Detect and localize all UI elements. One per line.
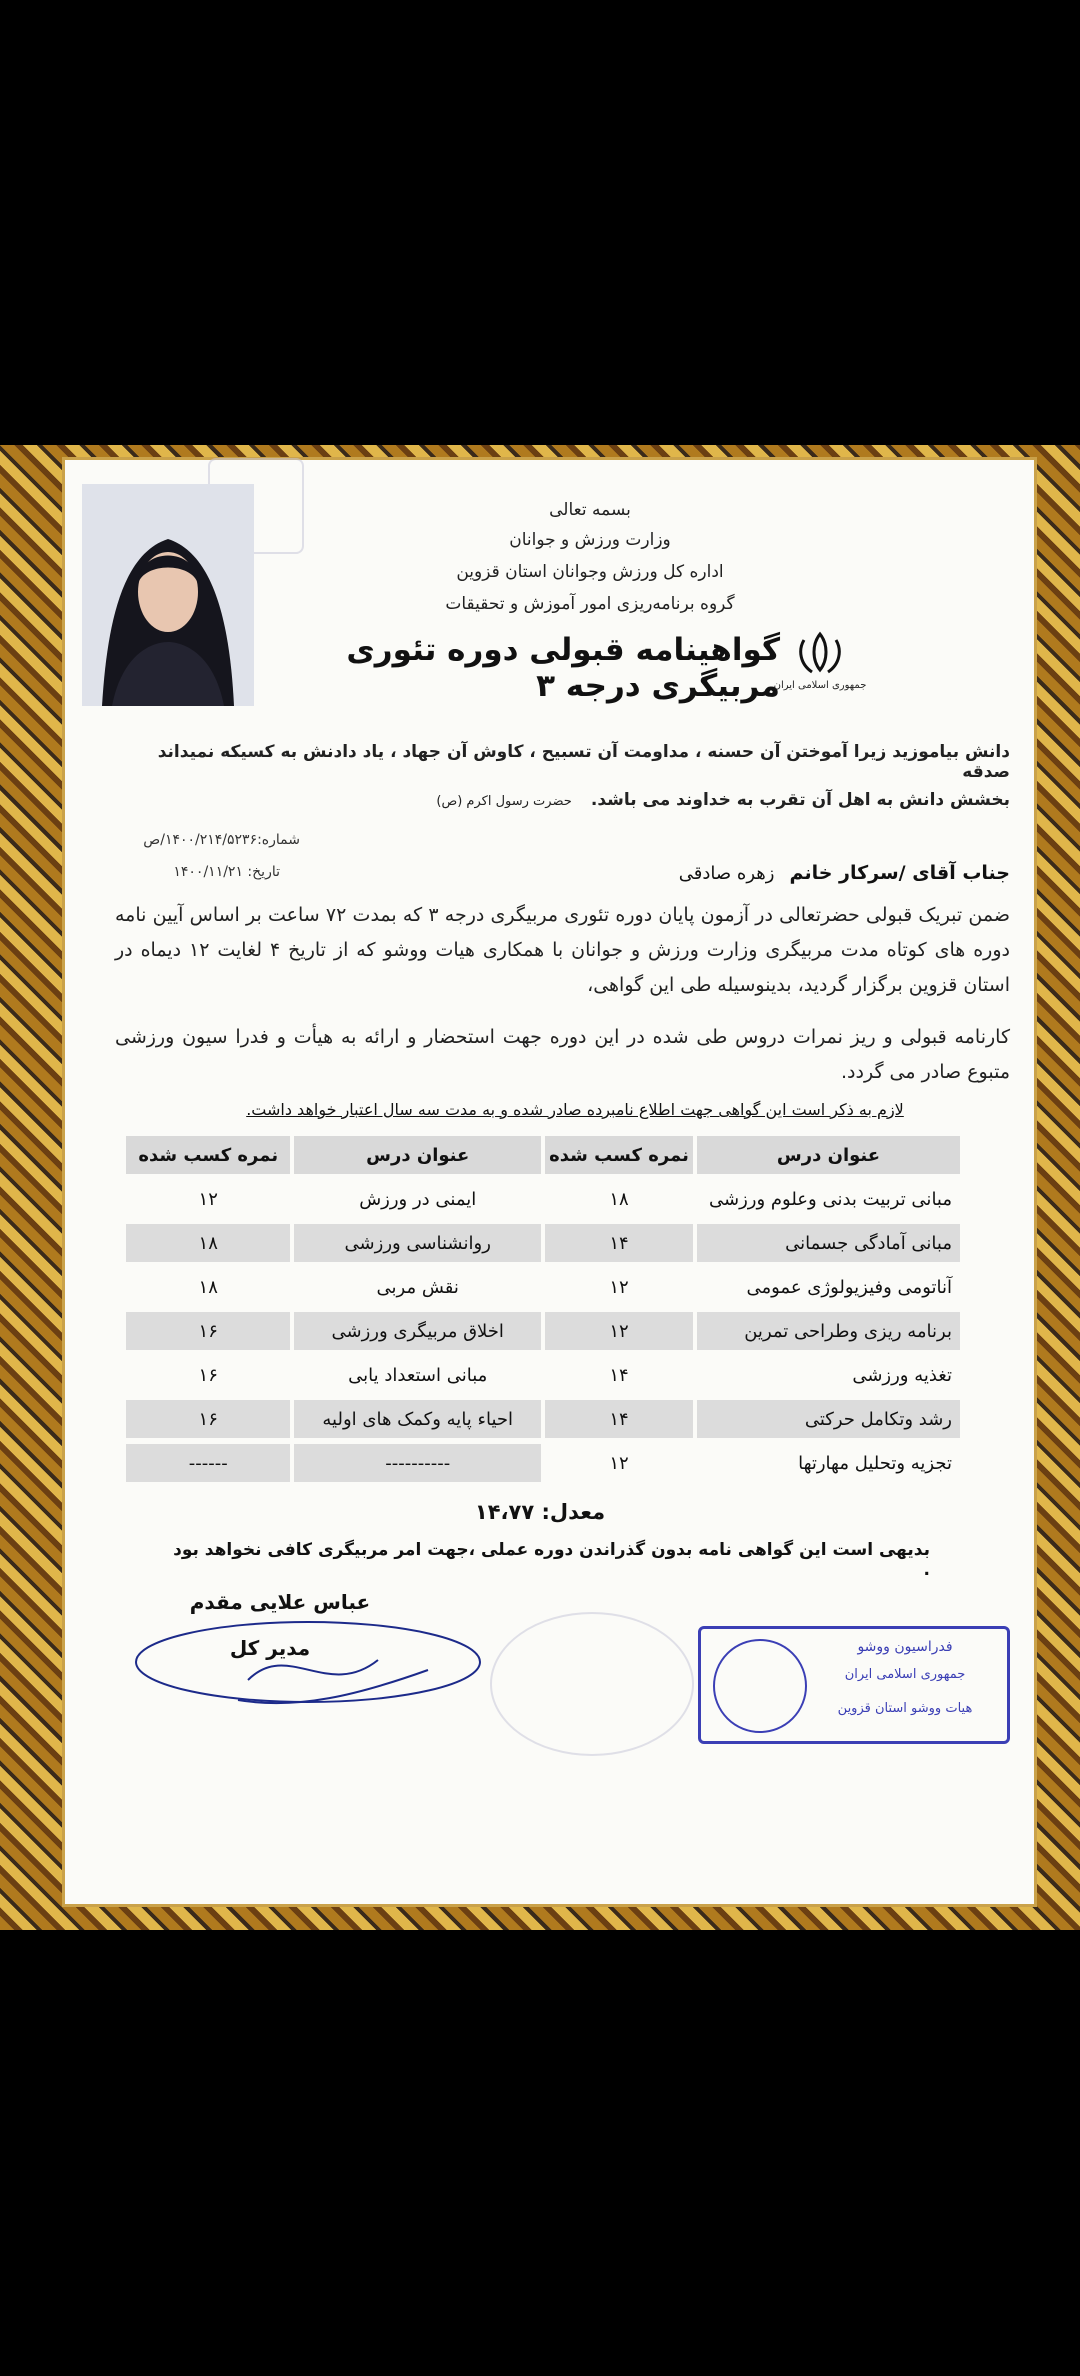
table-row: [126, 1224, 960, 1262]
grades-table: [122, 1130, 964, 1488]
signatory-name: عباس علایی مقدم: [189, 1590, 371, 1614]
quote-attribution: حضرت رسول اکرم (ص): [436, 794, 572, 809]
quote-line-2-row: [380, 790, 1010, 810]
course-name: مبانی استعداد یابی: [348, 1364, 488, 1386]
course-name: مبانی آمادگی جسمانی: [697, 1224, 960, 1262]
grades-table-wrapper: [122, 1130, 964, 1488]
course-grade: ۱۴: [545, 1400, 693, 1438]
course-name: مبانی تربیت بدنی وعلوم ورزشی: [709, 1188, 952, 1210]
recipient-name: زهره صادقی: [678, 863, 775, 884]
course-grade: ۱۴: [609, 1364, 629, 1386]
course-grade: ۱۲: [198, 1188, 218, 1210]
header-ministry: وزارت ورزش و جوانان: [509, 530, 671, 550]
table-row: [126, 1312, 960, 1350]
table-row: [126, 1444, 960, 1482]
course-grade: ۱۶: [126, 1312, 290, 1350]
course-grade: ۱۶: [198, 1364, 218, 1386]
course-name: ایمنی در ورزش: [359, 1188, 477, 1210]
col-header-grade: نمره کسب شده: [545, 1136, 693, 1174]
faded-seal: [490, 1612, 694, 1756]
course-name: روانشناسی ورزشی: [294, 1224, 541, 1262]
signatory-position: مدیر کل: [229, 1636, 311, 1660]
course-grade: ۱۸: [198, 1276, 218, 1298]
quote-line-2: بخشش دانش به اهل آن تقرب به خداوند می باشد.: [590, 790, 1010, 810]
course-name: آناتومی وفیزیولوژی عمومی: [746, 1276, 952, 1298]
course-name: رشد وتکامل حرکتی: [697, 1400, 960, 1438]
ref-date: تاریخ: ۱۴۰۰/۱۱/۲۱: [173, 864, 280, 880]
col-header-course: عنوان درس: [697, 1136, 960, 1174]
header-group: گروه برنامه‌ریزی امور آموزش و تحقیقات: [445, 594, 735, 614]
course-grade: ۱۲: [609, 1452, 629, 1474]
average-score: معدل: ۱۴،۷۷: [474, 1500, 606, 1524]
salutation: [560, 862, 1010, 884]
course-name: ----------: [294, 1444, 541, 1482]
course-grade: ۱۲: [545, 1312, 693, 1350]
iran-emblem-icon: [790, 630, 850, 680]
ref-number: شماره:۱۴۰۰/۲۱۴/۵۲۳۶/ص: [143, 832, 300, 848]
signature-scribble: [128, 1600, 488, 1720]
quote-line-1: دانش بیاموزید زیرا آموختن آن حسنه ، مداومت آن تسبیح ، کاوش آن جهاد ، یاد دادنش به کسیکه نمیداند صدقه: [157, 742, 1010, 782]
course-name: احیاء پایه وکمک های اولیه: [294, 1400, 541, 1438]
validity-note: لازم به ذکر است این گواهی جهت اطلاع نامبرده صادر شده و به مدت سه سال اعتبار خواهد داشت.: [246, 1100, 904, 1119]
stamp-line-1: فدراسیون ووشو: [857, 1639, 953, 1655]
portrait-image: [82, 484, 254, 706]
col-header-course-2: عنوان درس: [294, 1136, 541, 1174]
course-name: تجزیه وتحلیل مهارتها: [798, 1452, 952, 1474]
header-bismillah: بسمه تعالی: [549, 500, 631, 520]
table-row: [126, 1400, 960, 1438]
course-grade: ۱۸: [126, 1224, 290, 1262]
federation-stamp: [698, 1626, 1010, 1744]
table-row: [126, 1180, 960, 1218]
course-grade: ۱۲: [609, 1276, 629, 1298]
body-paragraph-2: کارنامه قبولی و ریز نمرات دروس طی شده در این دوره جهت استحضار و ارائه به هیأت و فدرا سیون ورزشی متبوع صادر می گردد.: [115, 1026, 1010, 1083]
body-paragraph-1: ضمن تبریک قبولی حضرتعالی در آزمون پایان دوره تئوری مربیگری درجه ۳ که بمدت ۷۲ ساعت بر اساس آیین نامه دوره های کوتاه مدت مربیگری وزارت ورزش و جوانان با همکاری هیات ووشو که از تاریخ ۴ لغایت ۱۲ دیماه در استان قزوین برگزار گردید، بدینوسیله طی این گواهی،: [115, 904, 1010, 996]
certificate-title: گواهینامه قبولی دوره تئوری مربیگری درجه ۳: [346, 632, 780, 704]
course-grade: ۱۸: [609, 1188, 629, 1210]
course-grade: ۱۴: [545, 1224, 693, 1262]
stamp-logo-icon: [713, 1639, 807, 1733]
practical-course-note: بدیهی است این گواهی نامه بدون گذراندن دوره عملی ،جهت امر مربیگری کافی نخواهد بود .: [173, 1540, 930, 1580]
course-name: تغذیه ورزشی: [852, 1364, 952, 1386]
photo: [82, 484, 254, 706]
course-name: نقش مربی: [376, 1276, 459, 1298]
salutation-prefix: جناب آقای /سرکار خانم: [789, 862, 1010, 884]
table-header-row: [126, 1136, 960, 1174]
table-row: [126, 1268, 960, 1306]
col-header-grade-2: نمره کسب شده: [126, 1136, 290, 1174]
course-grade: ------: [126, 1444, 290, 1482]
course-grade: ۱۶: [126, 1400, 290, 1438]
course-name: برنامه ریزی وطراحی تمرین: [697, 1312, 960, 1350]
stamp-line-2: جمهوری اسلامی ایران: [844, 1667, 966, 1682]
header-directorate: اداره کل ورزش وجوانان استان قزوین: [456, 562, 724, 582]
course-name: اخلاق مربیگری ورزشی: [294, 1312, 541, 1350]
table-row: [126, 1356, 960, 1394]
emblem-caption: جمهوری اسلامی ایران: [773, 680, 867, 691]
stamp-line-3: هیات ووشو استان قزوین: [837, 1701, 973, 1716]
